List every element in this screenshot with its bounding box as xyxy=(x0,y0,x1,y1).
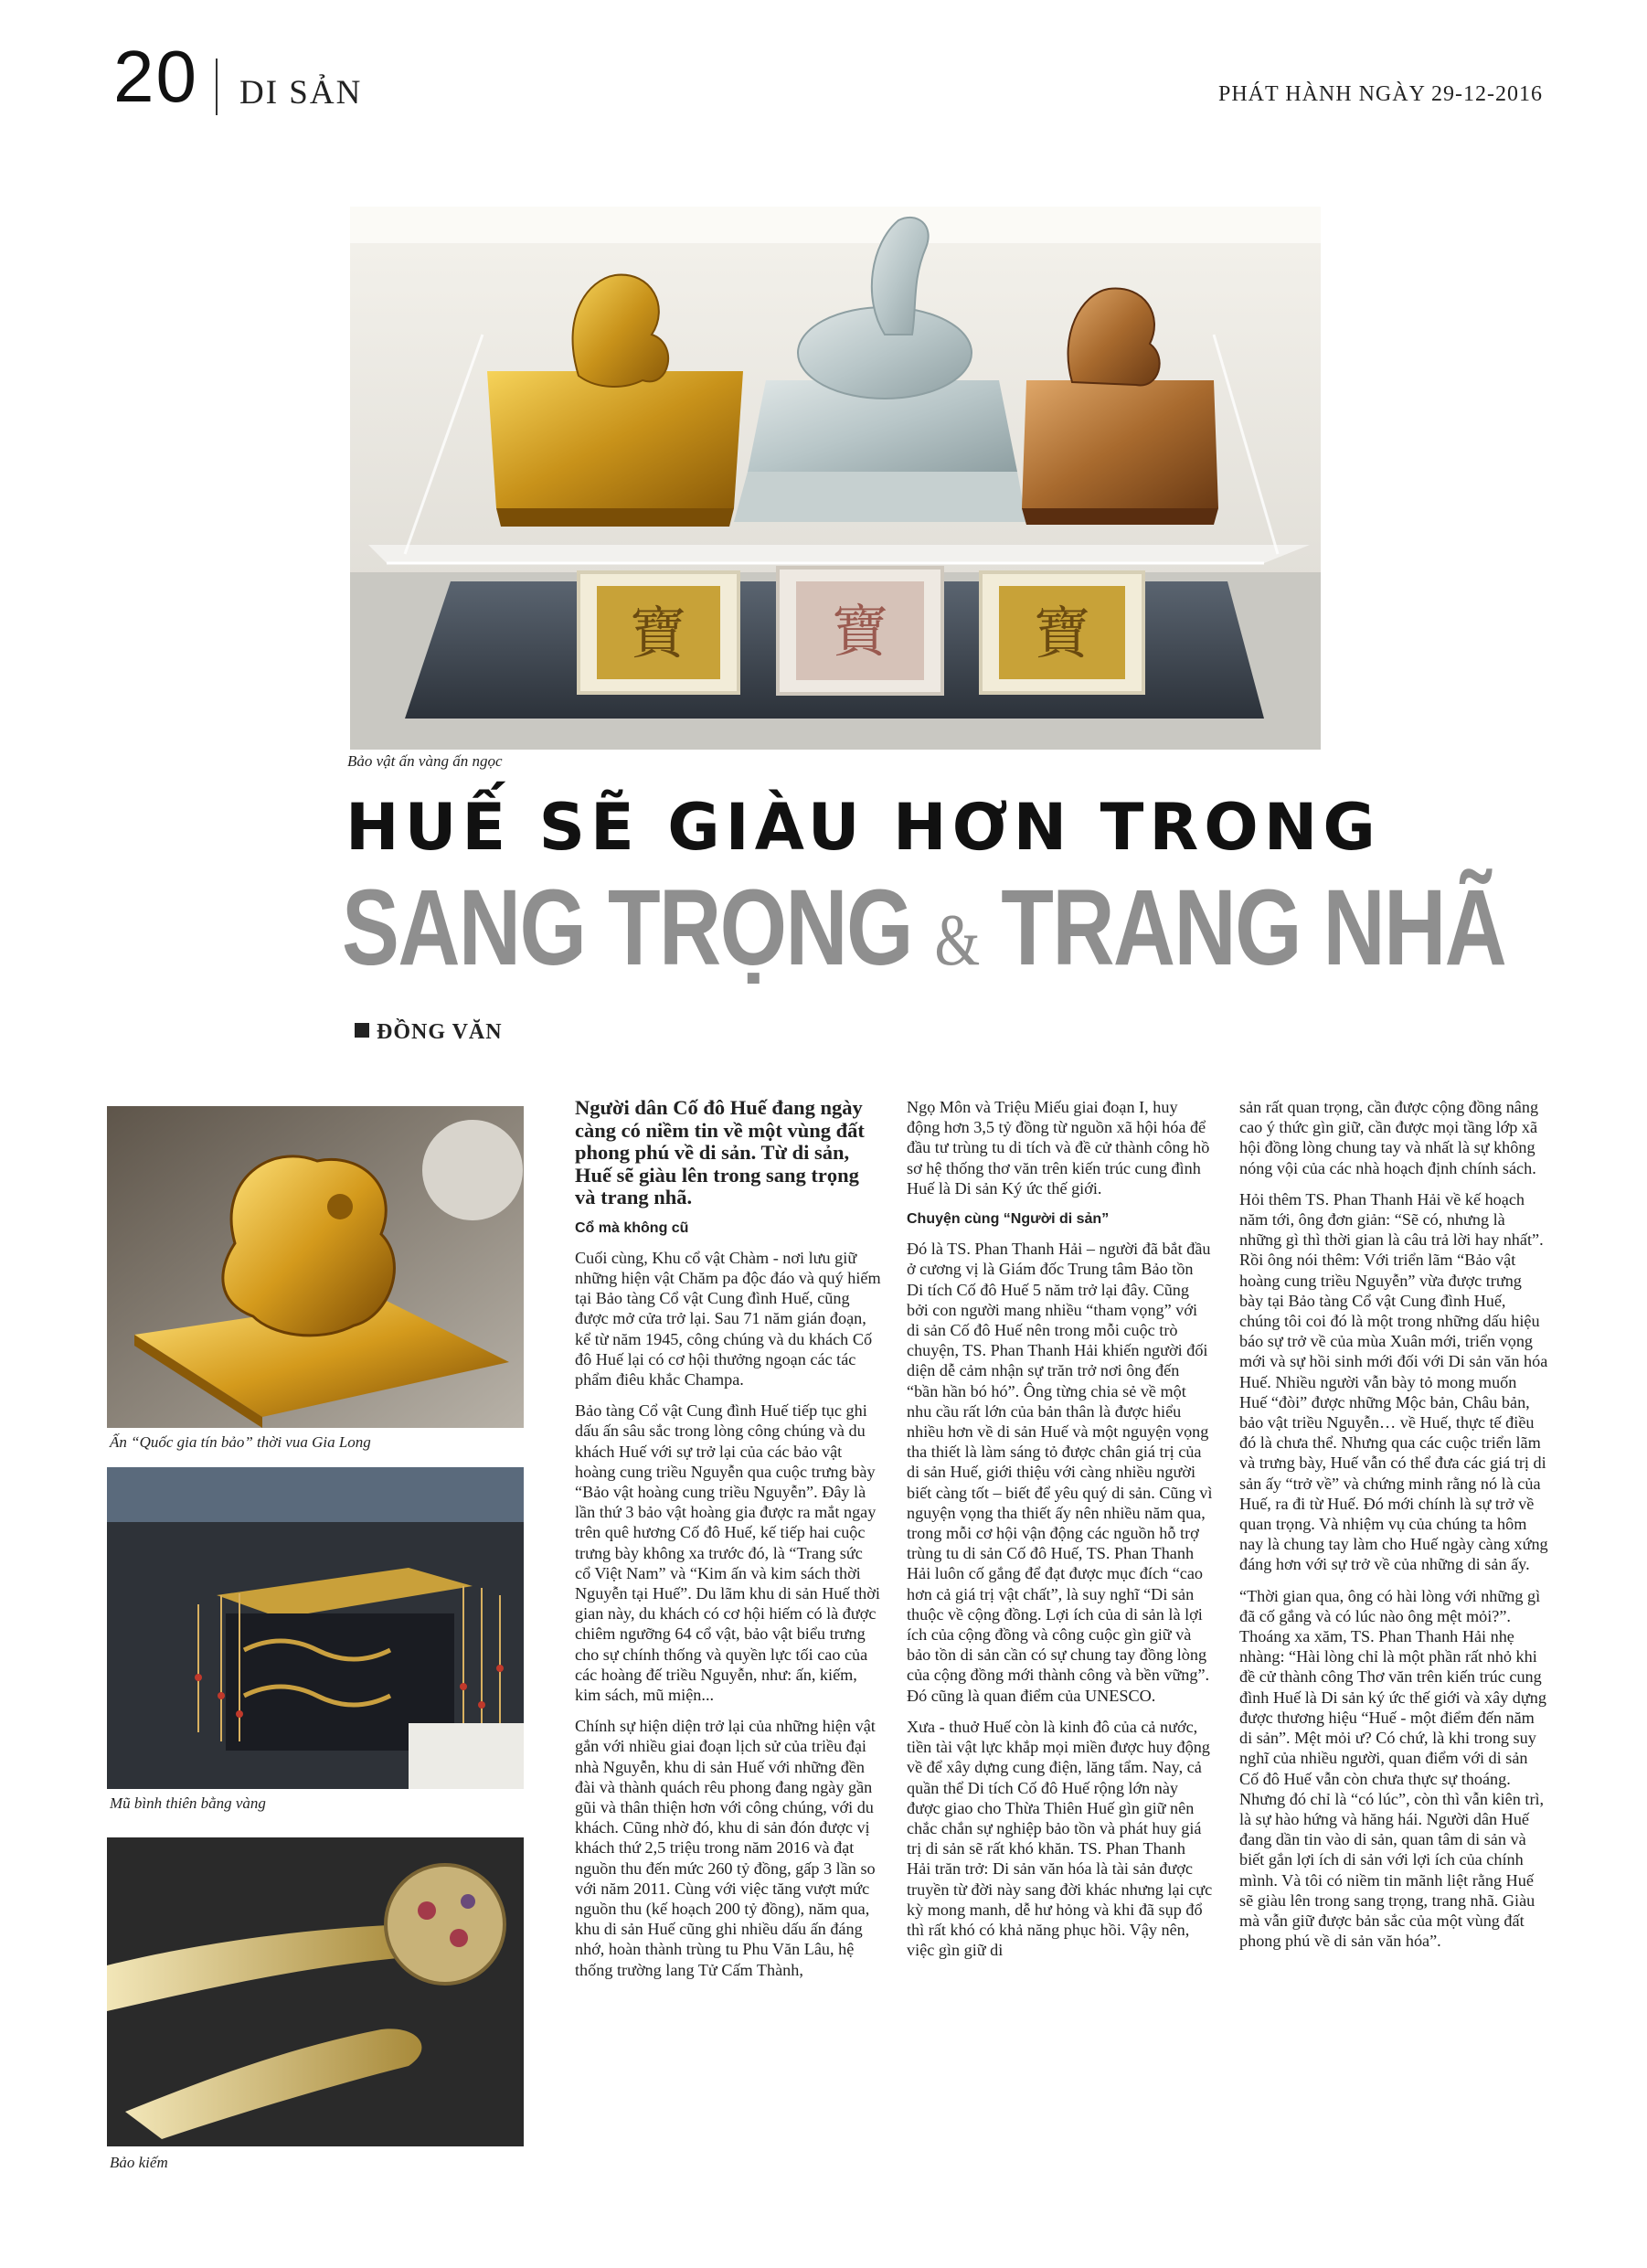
seal-impression-bronze: 寶 xyxy=(1033,600,1091,666)
article-column-3 xyxy=(1239,1097,1548,1962)
sword-illustration xyxy=(107,1837,524,2146)
photo2-caption: Mũ bình thiên bằng vàng xyxy=(110,1794,266,1812)
headline-ampersand: & xyxy=(934,900,979,981)
photo3-caption: Bảo kiếm xyxy=(110,2154,168,2171)
paragraph: Đó là TS. Phan Thanh Hải – người đã bắt đầu ở cương vị là Giám đốc Trung tâm Bảo tồn Di tích Cố đô Huế 5 năm trở lại đây. Cũng bởi con người mang nhiều “tham vọng” với di sản Cố đô Huế nên trong mỗi cuộc trò chuyện, TS. Phan Thanh Hải khiến người đối diện dễ cảm nhận sự trăn trở nơi ông đến “bần hần bó hó”. Ông từng chia sẻ về một nhu cầu rất lớn của bản thân là được hiểu nhiều hơn về di sản Huế và một nguyện vọng tha thiết là làm sáng tỏ được chân giá trị của di sản Huế, giới thiệu với càng nhiều người biết càng tốt – biết để yêu quý di sản. Cũng vì nguyện vọng tha thiết ấy nên nhiều năm qua, trong mỗi cơ hội vận động các nguồn hỗ trợ trùng tu di sản Cố đô Huế, TS. Phan Thanh Hải luôn cố gắng để đạt được mục đích “cao hơn cả giá trị vật chất”, là suy nghĩ “Di sản thuộc về cộng đồng. Lợi ích của di sản là lợi ích của cộng đồng và công cuộc gìn giữ và bảo tồn di sản cần có sự chung tay đồng lòng của cộng đồng mới thành công và bền vững”. Đó cũng là quan điểm của UNESCO. xyxy=(907,1240,1213,1705)
headline-line-1: HUẾ SẼ GIÀU HƠN TRONG xyxy=(345,790,1381,865)
paragraph: Bảo tàng Cổ vật Cung đình Huế tiếp tục ghi dấu ấn sâu sắc trong lòng công chúng và du khách Huế với sự trở lại của các bảo vật hoàng cung triều Nguyễn qua cuộc trưng bày “Bảo vật hoàng cung triều Nguyễn”. Đây là lần thứ 3 bảo vật hoàng gia được ra mắt ngay trên quê hương Cố đô Huế, kế tiếp hai cuộc trưng bày không xa trước đó, là “Trang sức cổ Việt Nam” và “Kim ấn và kim sách thời Nguyễn tại Huế”. Du lãm khu di sản Huế thời gian này, du khách có cơ hội hiếm có là được chiêm ngưỡng 64 cổ vật, bảo vật biểu trưng cho sự chính thống và quyền lực tối cao của các hoàng đế triều Nguyễn, như: ấn, kiếm, kim sách, mũ miện... xyxy=(575,1401,880,1704)
hero-caption: Bảo vật ấn vàng ấn ngọc xyxy=(347,752,503,770)
paragraph: Ngọ Môn và Triệu Miếu giai đoạn I, huy động hơn 3,5 tỷ đồng từ nguồn xã hội hóa để đầu tư trùng tu di tích và đề cử thành công hồ sơ hệ thống thơ văn trên kiến trúc cung đình Huế là Di sản Ký ức thế giới. xyxy=(907,1098,1210,1198)
publish-date: PHÁT HÀNH NGÀY 29-12-2016 xyxy=(1218,82,1543,106)
byline xyxy=(355,1020,503,1045)
photo-quoc-gia-tin-bao xyxy=(107,1106,524,1428)
square-bullet-icon xyxy=(355,1023,369,1038)
photo1-caption: Ấn “Quốc gia tín bảo” thời vua Gia Long xyxy=(110,1433,371,1451)
headline-trang-nha: TRANG NHÃ xyxy=(1001,868,1506,988)
headline-sang-trong: SANG TRỌNG xyxy=(342,868,912,988)
hero-photo-royal-seals xyxy=(350,207,1321,750)
crown-illustration xyxy=(107,1467,524,1789)
paragraph: Hỏi thêm TS. Phan Thanh Hải về kế hoạch năm tới, ông đơn giản: “Sẽ có, nhưng là những gì thì thời gian là câu trả lời hay nhất”. Rồi ông nói thêm: Với triển lãm “Bảo vật hoàng cung triều Nguyễn” vừa được trưng bày tại Bảo tàng Cổ vật Cung đình Huế, chúng tôi coi đó là một trong những dấu hiệu báo sự trở về của mùa Xuân mới, triển vọng mới và sự hồi sinh mới đối với Di sản văn hóa Huế. Nhiều người vẫn bày tỏ mong muốn Huế “đòi” được những Mộc bản, Châu bản, bảo vật triều Nguyễn… về Huế, thực tế điều đó là chưa thể. Nhưng qua các cuộc triển lãm và trưng bày, Huế vẫn có thể đưa các giá trị di sản ấy “trở về” và chứng minh rằng nó là của Huế, ra đi từ Huế. Đó mới chính là sự trở về quan trọng. Và nhiệm vụ của chúng ta hôm nay là chung tay làm cho Huế ngày càng xứng đáng hơn với sự trở về của những di sản ấy. xyxy=(1239,1189,1548,1574)
photo-bao-kiem xyxy=(107,1837,524,2146)
seal-impression-red: 寶 xyxy=(831,598,889,665)
paragraph: Xưa - thuở Huế còn là kinh đô của cả nước, tiền tài vật lực khắp mọi miền được huy động về để xây dựng cung điện, lăng tẩm. Nay, cả quần thể Di tích Cố đô Huế rộng lớn này được giao cho Thừa Thiên Huế gìn giữ nên chắc chắn sự nghiệp bảo tồn và phát huy giá trị di sản sẽ rất khó khăn. TS. Phan Thanh Hải trăn trở: Di sản văn hóa là tài sản được truyền từ đời này sang đời khác nhưng lại cực kỳ mong manh, dễ hư hỏng và khi đã sụp đổ thì rất khó có khả năng phục hồi. Vậy nên, việc gìn giữ di xyxy=(907,1717,1213,1960)
photo-mu-binh-thien xyxy=(107,1467,524,1789)
section-name: DI SẢN xyxy=(239,74,363,112)
paragraph: “Thời gian qua, ông có hài lòng với những gì đã cố gắng và có lúc nào ông mệt mỏi?”. Thoáng xa xăm, TS. Phan Thanh Hải nhẹ nhàng: “Hài lòng chỉ là một phần rất nhỏ khi đề cử thành công Thơ văn trên kiến trúc cung đình Huế là Di sản ký ức thế giới và xây dựng được thương hiệu “Huế - một điểm đến năm di sản”. Mệt mỏi ư? Có chứ, là khi trong suy nghĩ của nhiều người, quan điểm với di sản Cố đô Huế vẫn còn chưa thực sự thoáng. Nhưng đó chỉ là “có lúc”, còn thì vẫn kiên trì, là sự hào hứng và hăng hái. Người dân Huế đang dần tin vào di sản, quan tâm di sản và biết gắn lợi ích di sản với lợi ích của chính mình. Và tôi có niềm tin mãnh liệt rằng Huế sẽ giàu lên trong sang trọng, trang nhã. Giàu mà vẫn giữ được bản sắc của một vùng đất phong phú về di sản văn hóa”. xyxy=(1239,1586,1546,1951)
subheading-nguoi-di-san: Chuyện cùng “Người di sản” xyxy=(907,1211,1110,1228)
author-name: ĐỒNG VĂN xyxy=(377,1020,503,1044)
gold-seal-illustration xyxy=(107,1106,524,1428)
article-column-2 xyxy=(907,1097,1213,1971)
subheading-co-ma-khong-cu: Cổ mà không cũ xyxy=(575,1219,689,1236)
page-number: 20 xyxy=(113,36,198,117)
paragraph: Cuối cùng, Khu cổ vật Chàm - nơi lưu giữ những hiện vật Chăm pa độc đáo và quý hiếm tại Bảo tàng Cổ vật Cung đình Huế, cũng được mở cửa trở lại. Sau 71 năm gián đoạn, kể từ năm 1945, công chúng và du khách Cố đô Huế lại có cơ hội thưởng ngoạn các tác phẩm điêu khắc Champa. xyxy=(575,1248,881,1389)
header-divider xyxy=(216,59,218,115)
seals-display-illustration xyxy=(350,207,1321,750)
paragraph: sản rất quan trọng, cần được cộng đồng nâng cao ý thức gìn giữ, cần được mọi tầng lớp xã hội đồng lòng chung tay và nhất là sự không nóng vội của các nhà hoạch định chính sách. xyxy=(1239,1098,1539,1177)
article-lead: Người dân Cố đô Huế đang ngày càng có niềm tin về một vùng đất phong phú về di sản. Từ di sản, Huế sẽ giàu lên trong sang trọng và trang nhã. xyxy=(575,1096,865,1209)
article-column-1 xyxy=(575,1097,881,1991)
headline-line-2 xyxy=(342,864,1505,1005)
seal-impression-gold: 寶 xyxy=(629,600,687,666)
paragraph: Chính sự hiện diện trở lại của những hiện vật gắn với nhiều giai đoạn lịch sử của triều đại nhà Nguyễn, khu di sản Huế với những đền đài và thành quách rêu phong đang ngày gần gũi và thân thiện hơn với công chúng, với du khách. Cũng nhờ đó, khu di sản đón được vị khách thứ 2,5 triệu trong năm 2016 và đạt nguồn thu đến mức 260 tỷ đồng, gấp 3 lần so với năm 2011. Cùng với việc tăng vượt mức nguồn thu (kế hoạch 200 tỷ đồng), năm qua, khu di sản Huế cũng ghi nhiều dấu ấn đáng nhớ, hoàn thành trùng tu Phu Văn Lâu, hệ thống trường lang Tử Cấm Thành, xyxy=(575,1717,876,1979)
